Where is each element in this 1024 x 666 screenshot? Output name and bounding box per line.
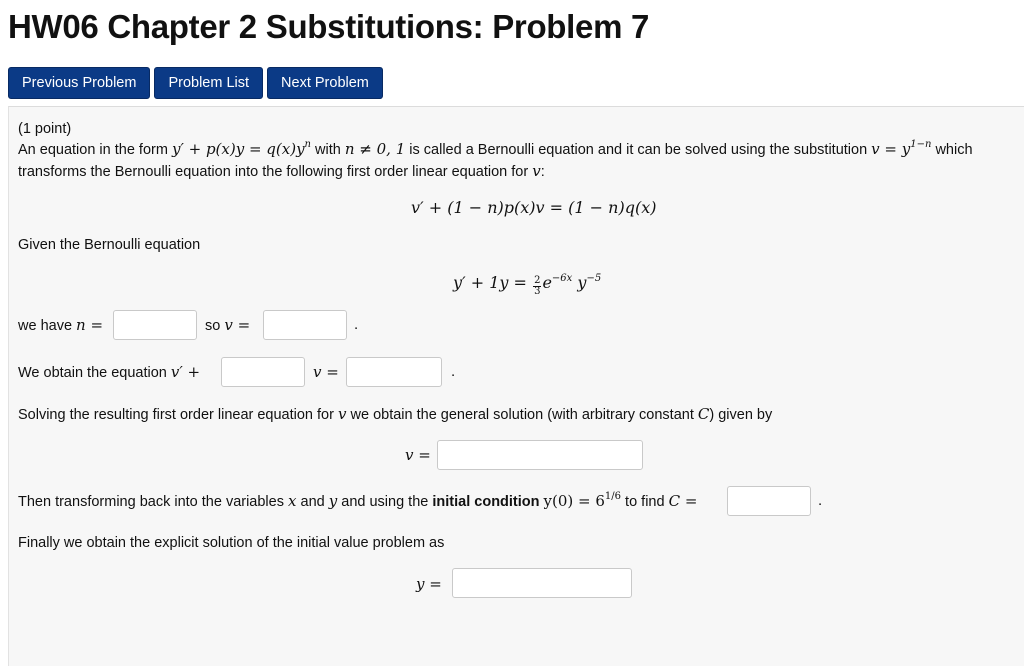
- intro-line-2-text: transforms the Bernoulli equation into the following first order linear equation for: [18, 164, 529, 180]
- v-substitution-input[interactable]: [263, 310, 347, 340]
- so-v-row: [205, 315, 250, 336]
- page-title: HW06 Chapter 2 Substitutions: Problem 7: [8, 8, 650, 45]
- n-condition: n ≠ 0, 1: [344, 140, 406, 158]
- then-line: [18, 491, 697, 512]
- colon: :: [540, 164, 545, 180]
- given-label: Given the Bernoulli equation: [18, 237, 201, 253]
- var-y: y: [328, 492, 338, 510]
- solving-text-c: ) given by: [709, 407, 773, 423]
- c-answer-input[interactable]: [727, 486, 811, 516]
- initial-condition-equation: $y(0) = 6^{1/6}$: [543, 491, 622, 510]
- given-bernoulli-equation: y′ + 1y = $\frac{2}{3}$ $e^{-6x}$ $y^{-5}$: [453, 273, 602, 297]
- period-3: .: [818, 492, 823, 509]
- general-solution-input[interactable]: [437, 440, 643, 470]
- y-equals: y =: [416, 575, 442, 593]
- with-label: with: [315, 142, 341, 158]
- bernoulli-form-equation: $y' + p(x)y = q(x)y^n$: [171, 139, 311, 158]
- problem-nav: [8, 67, 383, 99]
- const-c: C: [697, 405, 710, 423]
- next-problem-button[interactable]: Next Problem: [267, 67, 383, 99]
- two-thirds-fraction: $\frac{2}{3}$: [534, 275, 541, 297]
- previous-problem-button[interactable]: Previous Problem: [8, 67, 150, 99]
- period: .: [354, 316, 359, 333]
- var-v: v: [532, 162, 541, 180]
- and-label: and: [300, 494, 325, 510]
- intro-text-b: is called a Bernoulli equation and it can be solved using the substitution: [409, 142, 868, 158]
- c-equals: C =: [668, 492, 698, 510]
- v-equals-3: v =: [405, 446, 431, 464]
- var-x: x: [288, 492, 297, 510]
- so-label: so: [205, 318, 221, 334]
- we-have-row: [18, 315, 103, 336]
- rhs-input[interactable]: [346, 357, 442, 387]
- coefficient-input[interactable]: [221, 357, 305, 387]
- vprime-plus: v′ +: [170, 363, 201, 381]
- then-text-b: and using the: [341, 494, 429, 510]
- period-2: .: [451, 363, 456, 380]
- var-v-2: v: [337, 405, 347, 423]
- to-find-label: to find: [625, 494, 665, 510]
- substitution-equation: $v = y^{1-n}$: [871, 139, 932, 158]
- explicit-solution-input[interactable]: [452, 568, 632, 598]
- finally-label: Finally we obtain the explicit solution of the initial value problem as: [18, 535, 445, 551]
- obtain-row: [18, 362, 200, 383]
- intro-line-2: [18, 161, 545, 182]
- which-label: which: [935, 142, 973, 158]
- obtain-label: We obtain the equation: [18, 365, 167, 381]
- then-text-a: Then transforming back into the variables: [18, 494, 284, 510]
- n-answer-input[interactable]: [113, 310, 197, 340]
- solving-text-a: Solving the resulting first order linear equation for: [18, 407, 334, 423]
- we-have-label: we have: [18, 318, 73, 334]
- linear-equation: v′ + (1 − n)p(x)v = (1 − n)q(x): [411, 198, 657, 217]
- v-equals-2: v =: [313, 363, 339, 381]
- problem-list-button[interactable]: Problem List: [154, 67, 263, 99]
- intro-text-a: An equation in the form: [18, 142, 168, 158]
- solving-line: [18, 404, 772, 425]
- n-equals: n =: [76, 316, 104, 334]
- v-equals: v =: [224, 316, 251, 334]
- intro-line-1: [18, 139, 973, 160]
- points-label: (1 point): [18, 121, 72, 137]
- solving-text-b: we obtain the general solution (with arbitrary constant: [350, 407, 694, 423]
- initial-condition-label: initial condition: [432, 494, 540, 510]
